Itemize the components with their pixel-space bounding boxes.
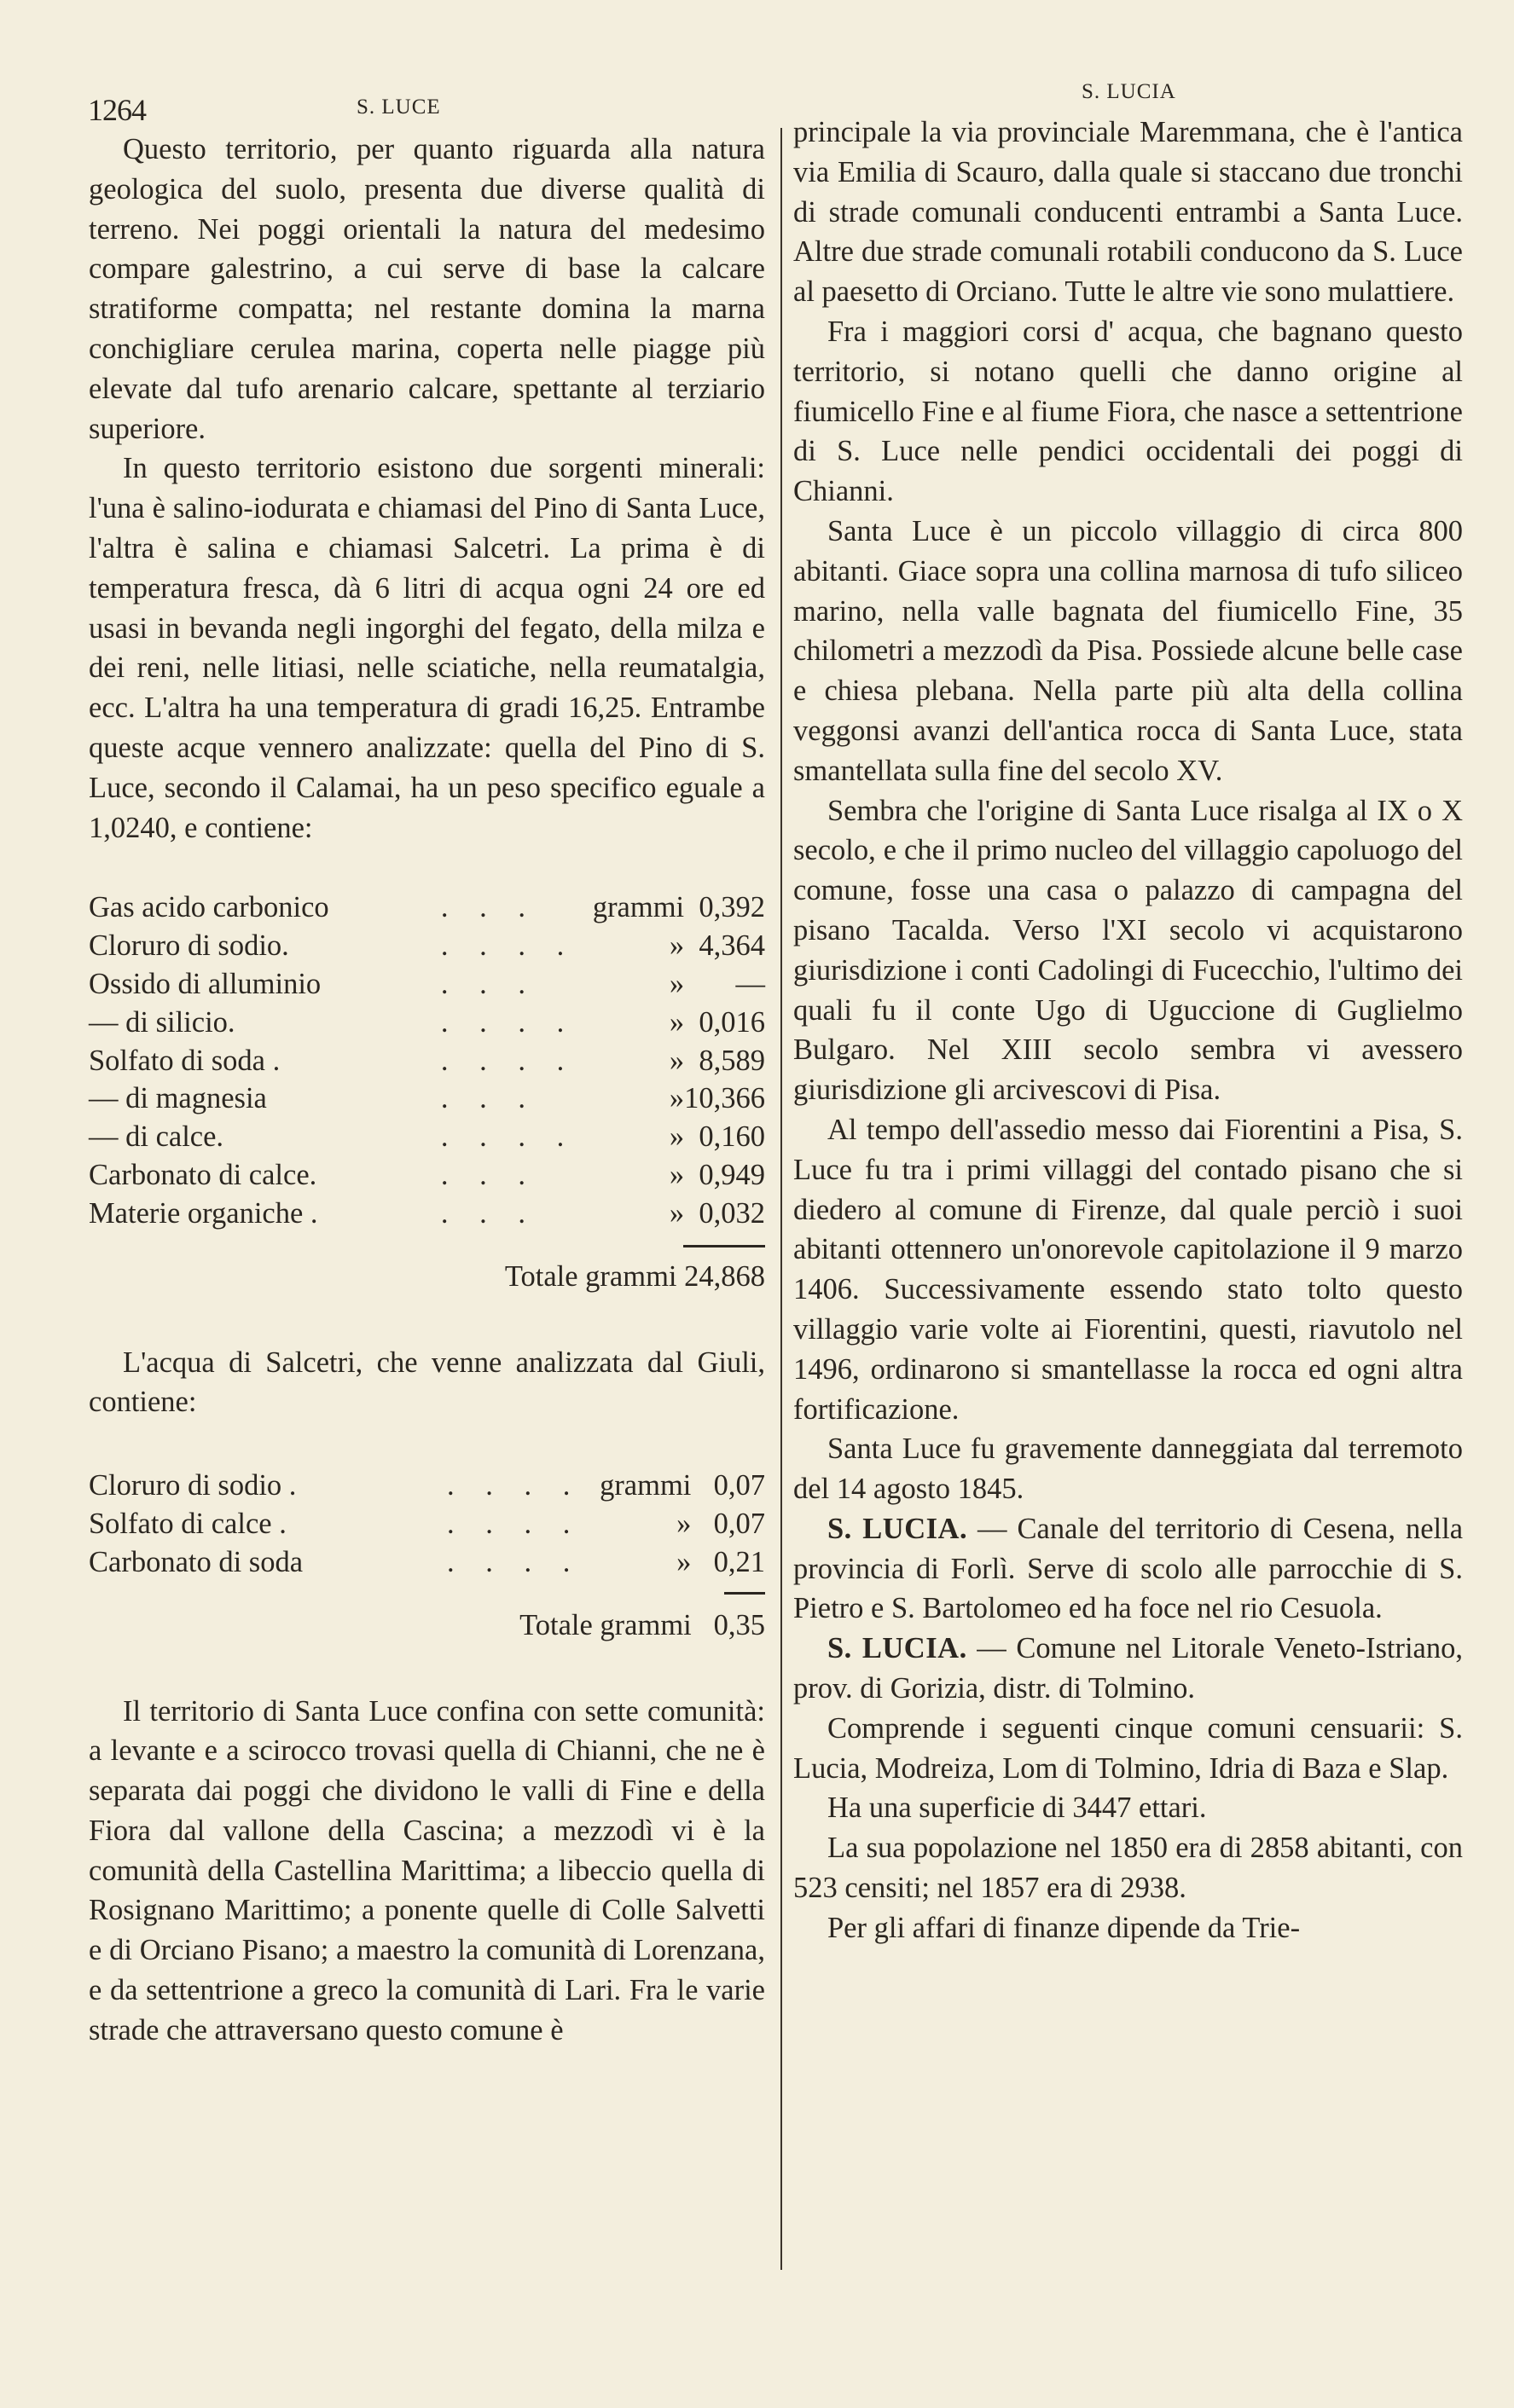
value: 0,032 bbox=[699, 1196, 765, 1230]
entry-text: — Comune nel Litorale Veneto-Istriano, prov. di Gorizia, distr. di Tolmino. bbox=[793, 1632, 1463, 1705]
leader-dots: . . . . bbox=[440, 1120, 577, 1154]
compound-name: Gas acido carbonico bbox=[89, 891, 329, 924]
unit: » bbox=[669, 1044, 685, 1077]
value: 0,016 bbox=[699, 1005, 765, 1039]
paragraph-earthquake: Santa Luce fu gravemente danneggiata dal terremoto del 14 agosto 1845. bbox=[793, 1433, 1463, 1506]
total-row bbox=[89, 1605, 765, 1646]
left-column bbox=[89, 130, 765, 2051]
compound-name: Cloruro di sodio. bbox=[89, 929, 289, 963]
compound-name: Solfato di calce . bbox=[89, 1507, 287, 1540]
unit: » bbox=[669, 1082, 685, 1115]
value: 0,392 bbox=[699, 891, 765, 924]
paragraph-boundaries: Il territorio di Santa Luce confina con sette comunità: a levante e a scirocco trovasi quella di Chianni, che ne è separata dai poggi che dividono le valli di Fine e della Fiora dal vallone della Cascina; a mezzodì vi è la comunità della Castellina Marittima; a libeccio quella di Rosignano Marittimo; a ponente quelle di Colle Salvetti e di Orciano Pisano; a maestro la comunità di Lorenzana, e da settentrione a greco la comunità di Lari. Fra le varie strade che attraversano questo comune è bbox=[89, 1694, 765, 2046]
running-head-right: S. LUCIA bbox=[1082, 80, 1176, 103]
leader-dots: . . . bbox=[440, 967, 537, 1000]
entry-text: — Canale del territorio di Cesena, nella provincia di Forlì. Serve di scolo alle parrocchie di S. Pietro e S. Bartolomeo ed ha foce nel rio Cesuola. bbox=[793, 1512, 1464, 1625]
total-value: 24,868 bbox=[684, 1259, 765, 1293]
table-row bbox=[89, 1042, 765, 1080]
unit: grammi bbox=[592, 891, 685, 924]
value: 0,21 bbox=[713, 1545, 765, 1578]
table-row bbox=[89, 889, 765, 927]
running-head-left: S. LUCE bbox=[357, 96, 441, 119]
table-row bbox=[89, 1080, 765, 1118]
table-row bbox=[89, 1195, 765, 1233]
sum-rule bbox=[724, 1592, 765, 1595]
paragraph-salcetri: L'acqua di Salcetri, che venne analizzata dal Giuli, contiene: bbox=[89, 1346, 765, 1419]
paragraph-mineral-springs: In questo territorio esistono due sorgenti minerali: l'una è salino-iodurata e chiamasi del Pino di Santa Luce, l'altra è salina e chiamasi Salcetri. La prima è di temperatura fresca, dà 6 litri di acqua ogni 24 ore ed usasi in bevanda negli ingorghi del fegato, della milza e dei reni, nelle litiasi, nelle sciatiche, nella reumatalgia, ecc. L'altra ha una temperatura di gradi 16,25. Entrambe queste acque vennero analizzate: quella del Pino di S. Luce, secondo il Calamai, ha un peso specifico eguale a 1,0240, e contiene: bbox=[89, 452, 765, 844]
table-row bbox=[89, 965, 765, 1004]
compound-name: — di magnesia bbox=[89, 1082, 267, 1115]
compound-name: — di silicio. bbox=[89, 1005, 235, 1039]
compound-name: — di calce. bbox=[89, 1120, 224, 1154]
paragraph-village: Santa Luce è un piccolo villaggio di circa 800 abitanti. Giace sopra una collina marnosa di tufo siliceo marino, nella valle bagnata del fiumicello Fine, 35 chilometri a mezzodì da Pisa. Possiede alcune belle case e chiesa plebana. Nella parte più alta della collina veggonsi avanzi dell'antica rocca di Santa Luce, stata smantellata sulla fine del secolo XV. bbox=[793, 514, 1463, 787]
compound-name: Cloruro di sodio . bbox=[89, 1469, 297, 1502]
value: 10,366 bbox=[684, 1082, 765, 1115]
value: — bbox=[735, 967, 765, 1000]
table-row bbox=[89, 1543, 765, 1582]
total-label: Totale grammi bbox=[504, 1259, 677, 1293]
unit: » bbox=[669, 1196, 685, 1230]
total-row bbox=[89, 1256, 765, 1297]
leader-dots: . . . bbox=[440, 1082, 537, 1115]
entry-s-lucia-canal bbox=[793, 1509, 1463, 1629]
leader-dots: . . . bbox=[440, 1196, 537, 1230]
leader-dots: . . . . bbox=[440, 1044, 577, 1077]
page-number: 1264 bbox=[88, 93, 146, 127]
unit: » bbox=[669, 1120, 685, 1154]
leader-dots: . . . . bbox=[447, 1545, 583, 1578]
unit: » bbox=[669, 967, 685, 1000]
value: 0,07 bbox=[713, 1469, 765, 1502]
column-rule bbox=[780, 128, 782, 2270]
compound-name: Solfato di soda . bbox=[89, 1044, 281, 1077]
sum-rule bbox=[683, 1245, 765, 1247]
paragraph-waterways: Fra i maggiori corsi d' acqua, che bagnano questo territorio, si notano quelli che danno origine al fiumicello Fine e al fiume Fiora, che nasce a settentrione di S. Luce nelle pendici occidentali dei poggi di Chianni. bbox=[793, 315, 1463, 508]
table-row bbox=[89, 1004, 765, 1042]
leader-dots: . . . . bbox=[447, 1469, 583, 1502]
paragraph-finanze: Per gli affari di finanze dipende da Trie- bbox=[827, 1911, 1301, 1944]
paragraph-origin: Sembra che l'origine di Santa Luce risalga al IX o X secolo, e che il primo nucleo del villaggio capoluogo del comune, fosse una casa o palazzo di campagna del pisano Tacalda. Verso l'XI secolo vi acquistarono giurisdizione i conti Cadolingi di Fucecchio, l'ultimo dei quali fu il conte Ugo di Uguccione di Guglielmo Bulgaro. Nel XIII secolo sembra vi avessero giurisdizione gli arcivescovi di Pisa. bbox=[793, 794, 1463, 1107]
leader-dots: . . . . bbox=[447, 1507, 583, 1540]
compound-name: Materie organiche . bbox=[89, 1196, 318, 1230]
unit: » bbox=[676, 1545, 692, 1578]
leader-dots: . . . bbox=[440, 1158, 537, 1191]
paragraph-superficie: Ha una superficie di 3447 ettari. bbox=[827, 1792, 1207, 1825]
table-row bbox=[89, 1467, 765, 1505]
value: 0,160 bbox=[699, 1120, 765, 1154]
value: 4,364 bbox=[699, 929, 765, 963]
entry-heading: S. LUCIA. bbox=[827, 1632, 967, 1665]
unit: » bbox=[676, 1507, 692, 1540]
table-row bbox=[89, 927, 765, 965]
right-column bbox=[793, 113, 1463, 1948]
leader-dots: . . . . bbox=[440, 929, 577, 963]
total-label: Totale grammi bbox=[519, 1608, 692, 1641]
analysis-table-pino bbox=[89, 889, 765, 1232]
compound-name: Ossido di alluminio bbox=[89, 967, 322, 1000]
value: 8,589 bbox=[699, 1044, 765, 1077]
unit: » bbox=[669, 1158, 685, 1191]
paragraph-comuni-censuarii: Comprende i seguenti cinque comuni censuarii: S. Lucia, Modreiza, Lom di Tolmino, Idria di Baza e Slap. bbox=[793, 1711, 1463, 1785]
analysis-table-salcetri bbox=[89, 1467, 765, 1581]
unit: » bbox=[669, 929, 685, 963]
entry-s-lucia-comune bbox=[793, 1629, 1463, 1709]
entry-heading: S. LUCIA. bbox=[827, 1512, 968, 1545]
paragraph-siege: Al tempo dell'assedio messo dai Fiorentini a Pisa, S. Luce fu tra i primi villaggi del contado pisano che si diedero al comune di Firenze, dal quale perciò i suoi abitanti ottennero un'onorevole capitolazione il 9 marzo 1406. Successivamente essendo stato tolto questo villaggio varie volte ai Fiorentini, questi, riavutolo nel 1496, ordinarono si smantellasse la rocca ed ogni altra fortificazione. bbox=[793, 1113, 1463, 1426]
unit: » bbox=[669, 1005, 685, 1039]
paragraph-popolazione: La sua popolazione nel 1850 era di 2858 abitanti, con 523 censiti; nel 1857 era di 2938. bbox=[793, 1832, 1463, 1905]
table-row bbox=[89, 1118, 765, 1156]
unit: grammi bbox=[600, 1469, 692, 1502]
leader-dots: . . . bbox=[440, 891, 537, 924]
table-row bbox=[89, 1505, 765, 1543]
compound-name: Carbonato di calce. bbox=[89, 1158, 317, 1191]
table-row bbox=[89, 1156, 765, 1195]
leader-dots: . . . . bbox=[440, 1005, 577, 1039]
paragraph-roads: principale la via provinciale Maremmana, che è l'antica via Emilia di Scauro, dalla quale si staccano due tronchi di strade comunali conducenti entrambi a Santa Luce. Altre due strade comunali rotabili conducono da S. Luce al paesetto di Orciano. Tutte le altre vie sono mulattiere. bbox=[793, 116, 1463, 309]
total-value: 0,35 bbox=[713, 1608, 765, 1641]
value: 0,949 bbox=[699, 1158, 765, 1191]
value: 0,07 bbox=[713, 1507, 765, 1540]
paragraph-geology: Questo territorio, per quanto riguarda alla natura geologica del suolo, presenta due diverse qualità di terreno. Nei poggi orientali la natura del medesimo compare galestrino, a cui serve di base la calcare stratiforme compatta; nel restante domina la marna conchigliare cerulea marina, coperta nelle piagge più elevate dal tufo arenario calcare, spettante al terziario superiore. bbox=[89, 133, 765, 445]
compound-name: Carbonato di soda bbox=[89, 1545, 304, 1578]
